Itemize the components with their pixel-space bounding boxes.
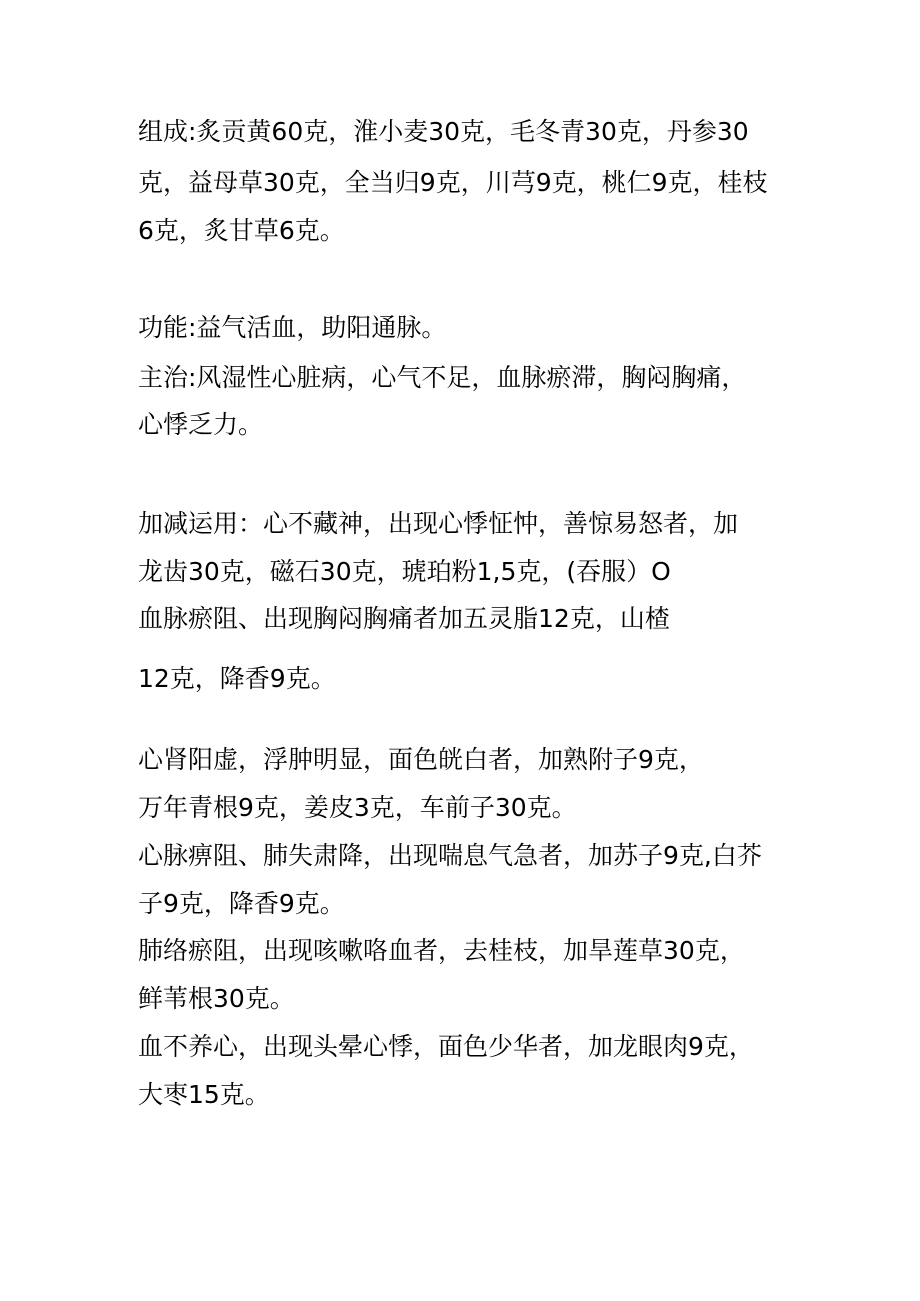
text-line: 功能:益气活血，助阳通脉。 [138,313,447,342]
text-line: 组成:炙贡黄60克，淮小麦30克，毛冬青30克，丹参30 [138,117,749,146]
text-line: 万年青根9克，姜皮3克，车前子30克。 [138,793,577,822]
text-line: 12克，降香9克。 [138,664,336,693]
text-line: 主治:风湿性心脏病，心气不足，血脉瘀滞，胸闷胸痛， [138,363,747,392]
text-line: 大枣15克。 [138,1080,270,1109]
text-line: 肺络瘀阻，出现咳嗽咯血者，去桂枝，加旱莲草30克， [138,936,745,965]
text-line: 心肾阳虚，浮肿明显，面色㿠白者，加熟附子9克， [138,745,704,774]
text-line: 鲜苇根30克。 [138,984,295,1013]
text-line: 加减运用：心不藏神，出现心悸怔忡，善惊易怒者，加 [138,509,739,538]
text-line: 血不养心，出现头晕心悸，面色少华者，加龙眼肉9克， [138,1032,754,1061]
text-line: 龙齿30克，磁石30克，琥珀粉1,5克，(吞服）O [138,557,671,586]
text-line: 克，益母草30克，全当归9克，川芎9克，桃仁9克，桂枝 [138,168,768,197]
text-line: 6克，炙甘草6克。 [138,216,345,245]
text-line: 心脉痹阻、肺失肃降，出现喘息气急者，加苏子9克,白芥 [138,841,762,870]
text-line: 心悸乏力。 [138,410,264,439]
text-line: 子9克，降香9克。 [138,889,345,918]
text-line: 血脉瘀阻、出现胸闷胸痛者加五灵脂12克，山楂 [138,604,670,633]
